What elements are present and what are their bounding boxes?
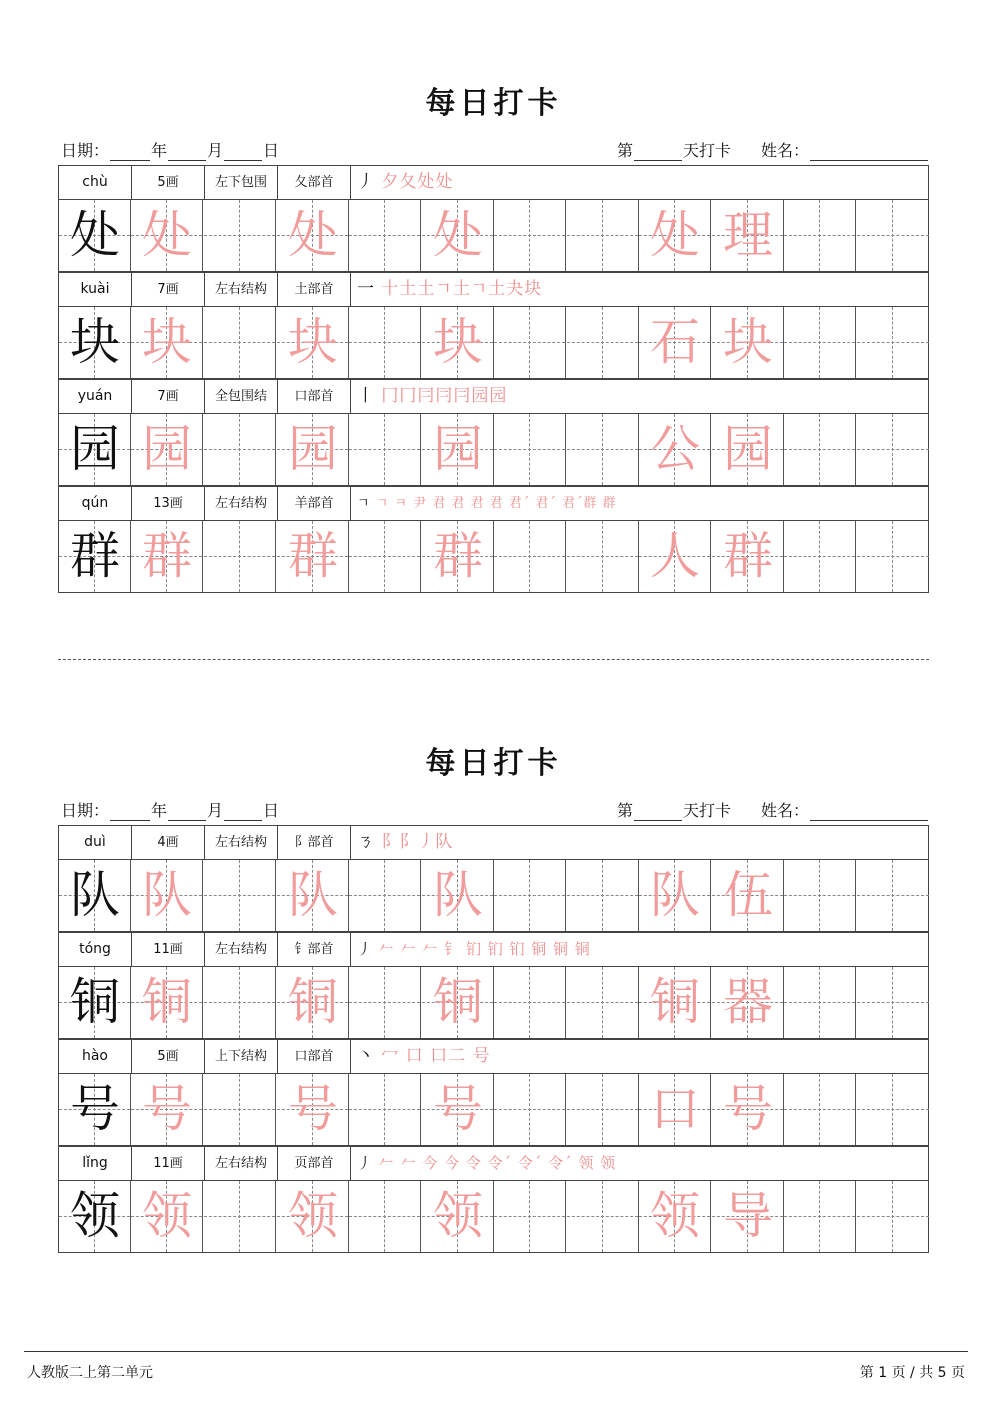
stroke-order-first: 丿: [357, 172, 375, 192]
practice-box[interactable]: [712, 200, 784, 271]
model-character: 群: [70, 527, 120, 585]
footer-divider: [24, 1351, 968, 1352]
trace-character: 队: [433, 866, 483, 924]
pinyin: qún: [59, 487, 132, 520]
practice-box[interactable]: [639, 967, 711, 1038]
month-label: 月: [207, 801, 224, 820]
practice-box[interactable]: [349, 860, 421, 931]
stroke-order-sequence: 𠂉 𠂉 今 今 令 令ˊ 令ˊ 令ˊ 领 领: [378, 1154, 617, 1172]
practice-box[interactable]: [857, 967, 929, 1038]
trace-character: 块: [433, 313, 483, 371]
name-label: 姓名：: [760, 801, 809, 820]
practice-box[interactable]: [639, 414, 711, 485]
structure: 左右结构: [205, 1147, 278, 1180]
day-label: 日: [263, 141, 280, 160]
info-row: [58, 272, 929, 307]
word-character-1: 公: [650, 420, 700, 478]
practice-box[interactable]: [204, 967, 276, 1038]
practice-box[interactable]: [349, 1074, 421, 1145]
stroke-order-first: 丿: [357, 1154, 374, 1172]
practice-box[interactable]: [639, 521, 711, 592]
practice-box[interactable]: [422, 1074, 494, 1145]
practice-box[interactable]: [422, 414, 494, 485]
practice-box[interactable]: [494, 1181, 566, 1252]
practice-box[interactable]: [422, 967, 494, 1038]
date-fields: [61, 798, 279, 821]
cut-line: [58, 659, 929, 660]
date-label: 日期：: [61, 141, 110, 160]
year-blank[interactable]: [110, 805, 150, 821]
trace-character: 号: [142, 1080, 192, 1138]
practice-box[interactable]: [204, 307, 276, 378]
word-character-1: 人: [650, 527, 700, 585]
trace-character: 群: [142, 527, 192, 585]
meta-line: [58, 138, 929, 162]
practice-box[interactable]: [639, 1074, 711, 1145]
practice-box[interactable]: [712, 967, 784, 1038]
practice-box[interactable]: [639, 860, 711, 931]
stroke-order-first: 一: [357, 279, 375, 299]
trace-character: 园: [288, 420, 338, 478]
trace-character: 块: [288, 313, 338, 371]
pinyin: chù: [59, 166, 132, 199]
practice-box[interactable]: [422, 307, 494, 378]
practice-box[interactable]: [349, 1181, 421, 1252]
practice-box[interactable]: [422, 521, 494, 592]
practice-box[interactable]: [204, 1181, 276, 1252]
practice-box[interactable]: [567, 521, 639, 592]
name-blank[interactable]: [810, 145, 928, 161]
word-character-2: 伍: [723, 866, 773, 924]
practice-box[interactable]: [59, 414, 131, 485]
practice-box[interactable]: [784, 414, 856, 485]
trace-character: 铜: [142, 973, 192, 1031]
stroke-order-sequence: 冖 口 口二 号: [381, 1046, 491, 1066]
pinyin: lǐng: [59, 1147, 132, 1180]
practice-box[interactable]: [59, 307, 131, 378]
stroke-order-sequence: 𠂉 𠂉 𠂉 钅 钔 钔 钔 铜 铜 铜: [378, 940, 591, 958]
practice-box[interactable]: [639, 200, 711, 271]
trace-character: 处: [433, 206, 483, 264]
practice-box[interactable]: [131, 860, 203, 931]
practice-box[interactable]: [59, 521, 131, 592]
info-row: [58, 1146, 929, 1181]
stroke-count: 7画: [132, 380, 205, 413]
sheet-title: 每日打卡: [425, 86, 562, 121]
practice-box[interactable]: [277, 860, 349, 931]
ordinal-suffix: 天打卡: [682, 801, 731, 820]
practice-box[interactable]: [204, 200, 276, 271]
practice-box[interactable]: [639, 307, 711, 378]
model-character: 铜: [70, 973, 120, 1031]
year-label: 年: [151, 801, 168, 820]
practice-box[interactable]: [59, 1074, 131, 1145]
word-character-1: 队: [650, 866, 700, 924]
stroke-count: 13画: [132, 487, 205, 520]
page-indicator: 第 1 页 / 共 5 页: [859, 1365, 965, 1381]
practice-row: [58, 860, 929, 932]
structure: 左下包围: [205, 166, 278, 199]
name-blank[interactable]: [810, 805, 928, 821]
trace-character: 块: [142, 313, 192, 371]
practice-box[interactable]: [349, 307, 421, 378]
practice-box[interactable]: [857, 414, 929, 485]
practice-box[interactable]: [494, 521, 566, 592]
month-label: 月: [207, 141, 224, 160]
practice-row: [58, 1181, 929, 1253]
stroke-order: [351, 933, 929, 966]
trace-character: 园: [433, 420, 483, 478]
practice-box[interactable]: [494, 307, 566, 378]
practice-box[interactable]: [712, 1074, 784, 1145]
practice-box[interactable]: [277, 1074, 349, 1145]
trace-character: 领: [288, 1187, 338, 1245]
practice-box[interactable]: [494, 414, 566, 485]
word-character-2: 群: [723, 527, 773, 585]
structure: 左右结构: [205, 273, 278, 306]
word-character-1: 铜: [650, 973, 700, 1031]
practice-box[interactable]: [494, 967, 566, 1038]
info-row: [58, 486, 929, 521]
structure: 左右结构: [205, 826, 278, 859]
trace-character: 群: [288, 527, 338, 585]
trace-character: 号: [288, 1080, 338, 1138]
practice-box[interactable]: [59, 967, 131, 1038]
practice-box[interactable]: [277, 200, 349, 271]
ordinal-prefix: 第: [616, 141, 633, 160]
pinyin: duì: [59, 826, 132, 859]
structure: 全包围结: [205, 380, 278, 413]
stroke-order: [351, 166, 929, 199]
practice-box[interactable]: [567, 1074, 639, 1145]
trace-character: 群: [433, 527, 483, 585]
day-count-blank[interactable]: [634, 805, 682, 821]
trace-character: 队: [142, 866, 192, 924]
structure: 左右结构: [205, 487, 278, 520]
word-character-2: 号: [723, 1080, 773, 1138]
day-blank[interactable]: [224, 145, 262, 161]
word-character-1: 石: [650, 313, 700, 371]
practice-box[interactable]: [857, 521, 929, 592]
ordinal-suffix: 天打卡: [682, 141, 731, 160]
info-row: [58, 1039, 929, 1074]
practice-box[interactable]: [712, 860, 784, 931]
month-blank[interactable]: [168, 145, 206, 161]
info-row: [58, 165, 929, 200]
practice-box[interactable]: [59, 1181, 131, 1252]
practice-box[interactable]: [784, 860, 856, 931]
day-blank[interactable]: [224, 805, 262, 821]
practice-row: [58, 1074, 929, 1146]
practice-row: [58, 200, 929, 272]
practice-box[interactable]: [857, 860, 929, 931]
practice-box[interactable]: [784, 521, 856, 592]
stroke-order: [351, 273, 929, 306]
checkin-fields: [617, 798, 929, 821]
practice-box[interactable]: [494, 200, 566, 271]
radical: 口部首: [278, 380, 351, 413]
practice-box[interactable]: [277, 521, 349, 592]
edition-label: 人教版二上第二单元: [27, 1365, 153, 1381]
practice-box[interactable]: [277, 967, 349, 1038]
word-character-1: 领: [650, 1187, 700, 1245]
pinyin: tóng: [59, 933, 132, 966]
trace-character: 领: [433, 1187, 483, 1245]
practice-box[interactable]: [277, 1181, 349, 1252]
stroke-count: 7画: [132, 273, 205, 306]
practice-box[interactable]: [131, 1074, 203, 1145]
stroke-order: [351, 826, 929, 859]
stroke-order-sequence: 冂冂冃冃冃园园: [381, 386, 508, 406]
stroke-order: [351, 487, 929, 520]
practice-box[interactable]: [712, 521, 784, 592]
practice-row: [58, 521, 929, 593]
stroke-order-sequence: 阝阝丿队: [381, 832, 454, 852]
practice-box[interactable]: [131, 967, 203, 1038]
structure: 上下结构: [205, 1040, 278, 1073]
word-character-1: 处: [650, 206, 700, 264]
stroke-order-first: 丨: [357, 386, 375, 406]
practice-box[interactable]: [204, 1074, 276, 1145]
practice-box[interactable]: [204, 860, 276, 931]
stroke-count: 11画: [132, 1147, 205, 1180]
word-character-2: 块: [723, 313, 773, 371]
practice-box[interactable]: [277, 307, 349, 378]
word-character-2: 导: [723, 1187, 773, 1245]
info-row: [58, 825, 929, 860]
practice-box[interactable]: [712, 1181, 784, 1252]
structure: 左右结构: [205, 933, 278, 966]
day-label: 日: [263, 801, 280, 820]
practice-box[interactable]: [422, 1181, 494, 1252]
stroke-order: [351, 380, 929, 413]
model-character: 号: [70, 1080, 120, 1138]
stroke-count: 5画: [132, 1040, 205, 1073]
stroke-count: 5画: [132, 166, 205, 199]
practice-box[interactable]: [857, 307, 929, 378]
radical: 阝部首: [278, 826, 351, 859]
practice-box[interactable]: [131, 200, 203, 271]
radical: 钅部首: [278, 933, 351, 966]
stroke-order-first: ㄋ: [357, 832, 375, 852]
word-character-2: 器: [723, 973, 773, 1031]
stroke-order-sequence: ㄱ ㅋ 尹 君 君 君 君 君ˊ 君ˊ 君ˊ群 群: [375, 496, 617, 511]
pinyin: hào: [59, 1040, 132, 1073]
stroke-count: 4画: [132, 826, 205, 859]
practice-box[interactable]: [567, 967, 639, 1038]
practice-box[interactable]: [494, 860, 566, 931]
model-character: 处: [70, 206, 120, 264]
stroke-count: 11画: [132, 933, 205, 966]
practice-box[interactable]: [349, 414, 421, 485]
trace-character: 处: [142, 206, 192, 264]
radical: 夂部首: [278, 166, 351, 199]
stroke-order: [351, 1147, 929, 1180]
radical: 土部首: [278, 273, 351, 306]
date-fields: [61, 138, 279, 161]
practice-box[interactable]: [857, 1074, 929, 1145]
stroke-order-sequence: 十土土ㄱ土ㄱ土夬块: [381, 279, 543, 299]
model-character: 园: [70, 420, 120, 478]
practice-box[interactable]: [59, 200, 131, 271]
practice-box[interactable]: [131, 521, 203, 592]
practice-box[interactable]: [639, 1181, 711, 1252]
practice-box[interactable]: [567, 307, 639, 378]
year-blank[interactable]: [110, 145, 150, 161]
month-blank[interactable]: [168, 805, 206, 821]
practice-box[interactable]: [204, 521, 276, 592]
practice-box[interactable]: [567, 200, 639, 271]
practice-box[interactable]: [131, 414, 203, 485]
day-count-blank[interactable]: [634, 145, 682, 161]
stroke-order-first: 丿: [357, 940, 374, 958]
practice-box[interactable]: [784, 200, 856, 271]
radical: 口部首: [278, 1040, 351, 1073]
model-character: 块: [70, 313, 120, 371]
sheet-title: 每日打卡: [425, 746, 562, 781]
pinyin: kuài: [59, 273, 132, 306]
checkin-fields: [617, 138, 929, 161]
practice-box[interactable]: [784, 1074, 856, 1145]
practice-box[interactable]: [349, 521, 421, 592]
practice-box[interactable]: [567, 860, 639, 931]
practice-box[interactable]: [857, 1181, 929, 1252]
practice-box[interactable]: [422, 200, 494, 271]
practice-box[interactable]: [784, 1181, 856, 1252]
practice-box[interactable]: [349, 200, 421, 271]
radical: 页部首: [278, 1147, 351, 1180]
meta-line: [58, 798, 929, 822]
pinyin: yuán: [59, 380, 132, 413]
trace-character: 队: [288, 866, 338, 924]
stroke-order: [351, 1040, 929, 1073]
practice-row: [58, 414, 929, 486]
stroke-order-first: ㄱ: [357, 496, 371, 511]
trace-character: 号: [433, 1080, 483, 1138]
practice-row: [58, 307, 929, 379]
practice-box[interactable]: [277, 414, 349, 485]
model-character: 领: [70, 1187, 120, 1245]
info-row: [58, 932, 929, 967]
trace-character: 处: [288, 206, 338, 264]
practice-row: [58, 967, 929, 1039]
year-label: 年: [151, 141, 168, 160]
practice-box[interactable]: [567, 1181, 639, 1252]
trace-character: 园: [142, 420, 192, 478]
practice-box[interactable]: [712, 414, 784, 485]
practice-box[interactable]: [567, 414, 639, 485]
stroke-order-first: 丶: [357, 1046, 375, 1066]
info-row: [58, 379, 929, 414]
practice-box[interactable]: [204, 414, 276, 485]
practice-box[interactable]: [422, 860, 494, 931]
trace-character: 铜: [288, 973, 338, 1031]
practice-box[interactable]: [131, 1181, 203, 1252]
radical: 羊部首: [278, 487, 351, 520]
word-character-2: 理: [723, 206, 773, 264]
word-character-1: 口: [650, 1080, 700, 1138]
ordinal-prefix: 第: [616, 801, 633, 820]
practice-box[interactable]: [494, 1074, 566, 1145]
practice-box[interactable]: [784, 967, 856, 1038]
stroke-order-sequence: 夕夂处处: [381, 172, 454, 192]
trace-character: 铜: [433, 973, 483, 1031]
practice-box[interactable]: [131, 307, 203, 378]
trace-character: 领: [142, 1187, 192, 1245]
practice-box[interactable]: [59, 860, 131, 931]
name-label: 姓名：: [760, 141, 809, 160]
practice-box[interactable]: [712, 307, 784, 378]
practice-box[interactable]: [349, 967, 421, 1038]
word-character-2: 园: [723, 420, 773, 478]
date-label: 日期：: [61, 801, 110, 820]
model-character: 队: [70, 866, 120, 924]
practice-box[interactable]: [784, 307, 856, 378]
practice-box[interactable]: [857, 200, 929, 271]
